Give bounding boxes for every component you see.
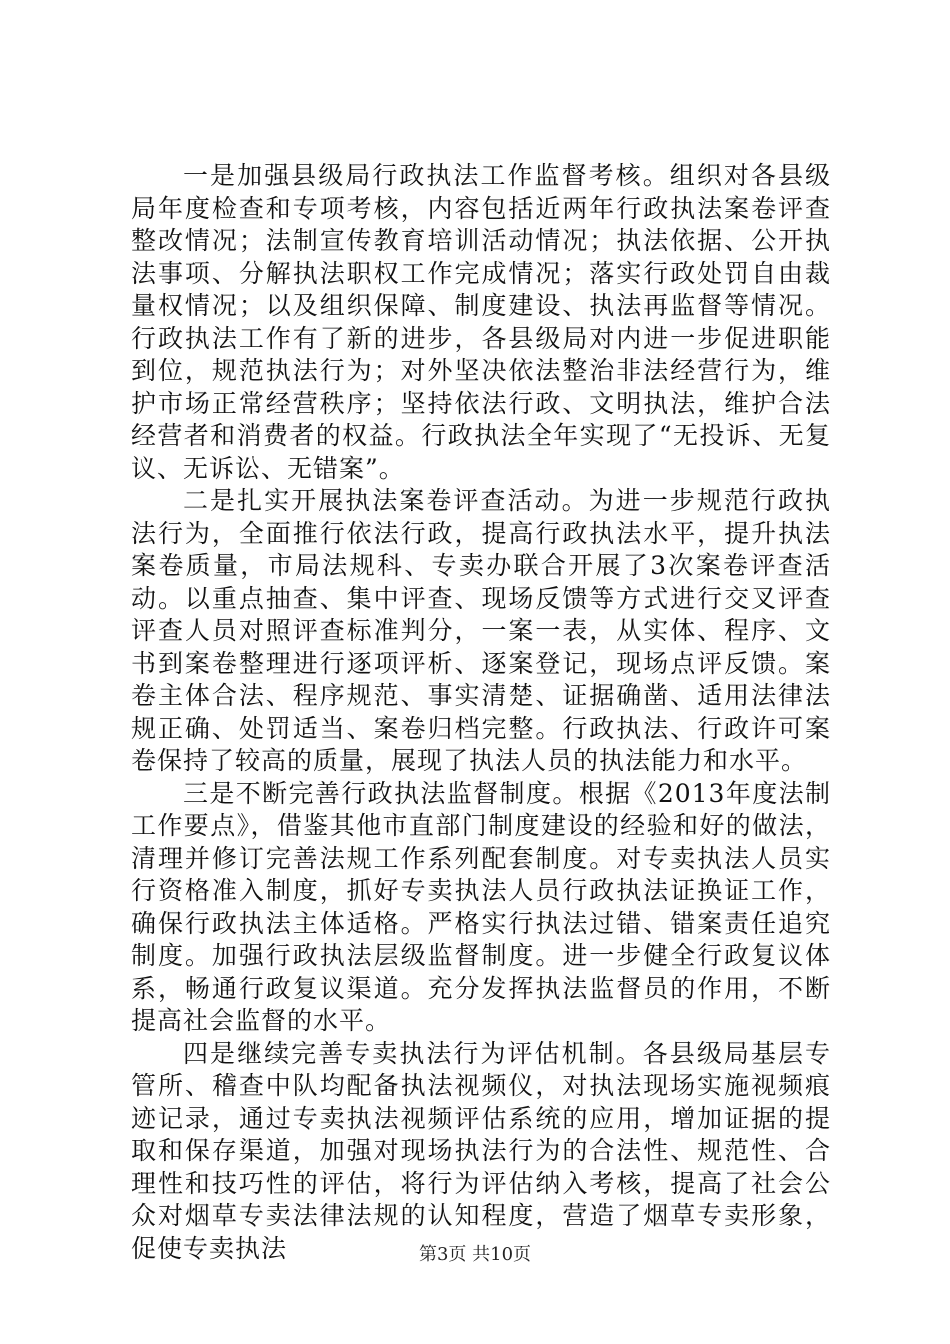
paragraph-2: 二是扎实开展执法案卷评查活动。为进一步规范行政执法行为，全面推行依法行政，提高行政执法水平，提升执法案卷质量，市局法规科、专卖办联合开展了3次案卷评查活动。以重点抽查、集中评查、现场反馈等方式进行交叉评查评查人员对照评查标准判分，一案一表，从实体、程序、文书到案卷整理进行逐项评析、逐案登记，现场点评反馈。案卷主体合法、程序规范、事实清楚、证据确凿、适用法律法规正确、处罚适当、案卷归档完整。行政执法、行政许可案卷保持了较高的质量，展现了执法人员的执法能力和水平。 <box>131 486 831 775</box>
paragraph-3: 三是不断完善行政执法监督制度。根据《2013年度法制工作要点》，借鉴其他市直部门制度建设的经验和好的做法，清理并修订完善法规工作系列配套制度。对专卖执法人员实行资格准入制度，抓好专卖执法人员行政执法证换证工作，确保行政执法主体适格。严格实行执法过错、错案责任追究制度。加强行政执法层级监督制度。进一步健全行政复议体系，畅通行政复议渠道。充分发挥执法监督员的作用，不断提高社会监督的水平。 <box>131 778 831 1035</box>
paragraph-4: 四是继续完善专卖执法行为评估机制。各县级局基层专管所、稽查中队均配备执法视频仪，对执法现场实施视频痕迹记录，通过专卖执法视频评估系统的应用，增加证据的提取和保存渠道，加强对现场执法行为的合法性、规范性、合理性和技巧性的评估，将行为评估纳入考核，提高了社会公众对烟草专卖法律法规的认知程度，营造了烟草专卖形象，促使专卖执法 <box>131 1038 831 1263</box>
page-number-footer: 第3页 共10页 <box>418 1244 532 1265</box>
paragraph-1: 一是加强县级局行政执法工作监督考核。组织对各县级局年度检查和专项考核，内容包括近两年行政执法案卷评查整改情况；法制宣传教育培训活动情况；执法依据、公开执法事项、分解执法职权工作完成情况；落实行政处罚自由裁量权情况；以及组织保障、制度建设、执法再监督等情况。行政执法工作有了新的进步，各县级局对内进一步促进职能到位，规范执法行为；对外坚决依法整治非法经营行为，维护市场正常经营秩序；坚持依法行政、文明执法，维护合法经营者和消费者的权益。行政执法全年实现了“无投诉、无复议、无诉讼、无错案”。 <box>131 161 831 483</box>
body-text <box>131 160 831 1265</box>
